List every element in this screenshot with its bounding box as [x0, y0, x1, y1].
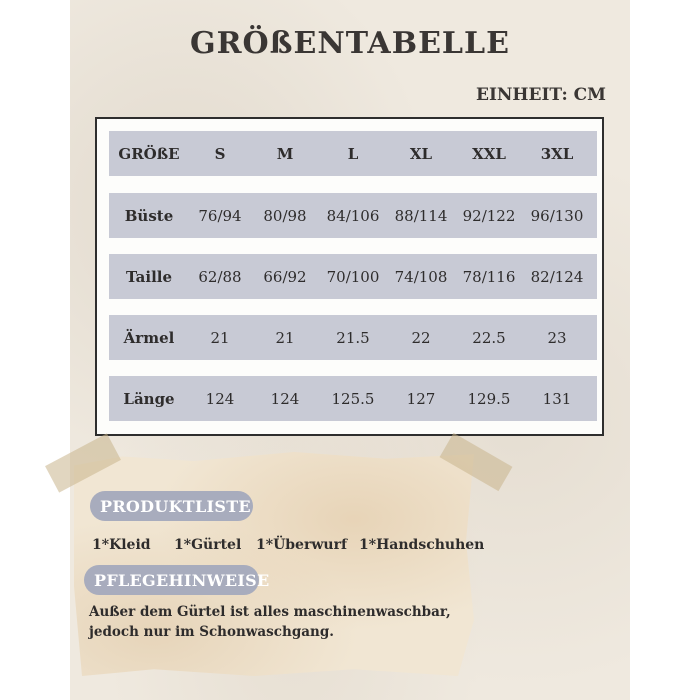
row-label: Büste — [124, 206, 174, 225]
table-cell: 80/98 — [263, 206, 307, 225]
table-cell: 127 — [406, 389, 436, 408]
table-cell: 96/130 — [530, 206, 584, 225]
table-row-length — [109, 376, 597, 421]
header-cell-3xl: 3XL — [540, 144, 574, 163]
table-cell: 84/106 — [326, 206, 380, 225]
header-cell-s: S — [214, 144, 226, 163]
table-cell: 124 — [205, 389, 235, 408]
table-cell: 82/124 — [530, 267, 584, 286]
table-cell: 22.5 — [472, 328, 506, 347]
table-cell: 74/108 — [394, 267, 448, 286]
table-cell: 66/92 — [263, 267, 307, 286]
table-cell: 76/94 — [198, 206, 242, 225]
table-cell: 23 — [547, 328, 567, 347]
table-row-waist — [109, 254, 597, 299]
size-table — [95, 117, 604, 436]
product-item: 1*Überwurf — [256, 537, 347, 553]
table-cell: 131 — [542, 389, 572, 408]
table-header-row — [109, 131, 597, 176]
table-cell: 92/122 — [462, 206, 516, 225]
product-item: 1*Handschuhen — [359, 537, 485, 553]
care-instructions — [89, 602, 469, 642]
header-cell-size: GRÖßE — [118, 144, 180, 163]
table-cell: 88/114 — [394, 206, 448, 225]
table-row-sleeve — [109, 315, 597, 360]
product-list-heading: PRODUKTLISTE — [90, 491, 253, 521]
table-cell: 124 — [270, 389, 300, 408]
unit-label: EINHEIT: CM — [475, 85, 606, 105]
care-line-2: jedoch nur im Schonwaschgang. — [89, 624, 334, 640]
care-line-1: Außer dem Gürtel ist alles maschinenwaschbar, — [89, 604, 451, 620]
product-item: 1*Kleid — [92, 537, 151, 553]
header-cell-m: M — [276, 144, 294, 163]
header-cell-xl: XL — [409, 144, 433, 163]
table-cell: 21.5 — [336, 328, 370, 347]
table-cell: 22 — [411, 328, 431, 347]
care-heading: PFLEGEHINWEISE — [84, 565, 259, 595]
product-list — [90, 533, 485, 557]
page-title: GRÖßENTABELLE — [189, 26, 510, 61]
table-row-bust — [109, 193, 597, 238]
row-label: Ärmel — [123, 328, 175, 347]
table-cell: 62/88 — [198, 267, 242, 286]
table-cell: 78/116 — [462, 267, 516, 286]
row-label: Länge — [123, 389, 175, 408]
header-cell-xxl: XXL — [472, 144, 506, 163]
table-cell: 70/100 — [326, 267, 380, 286]
table-cell: 125.5 — [331, 389, 375, 408]
row-label: Taille — [125, 267, 173, 286]
product-item: 1*Gürtel — [174, 537, 242, 553]
table-cell: 129.5 — [467, 389, 511, 408]
header-cell-l: L — [347, 144, 359, 163]
note-paper — [74, 452, 474, 676]
table-cell: 21 — [210, 328, 230, 347]
table-cell: 21 — [275, 328, 295, 347]
